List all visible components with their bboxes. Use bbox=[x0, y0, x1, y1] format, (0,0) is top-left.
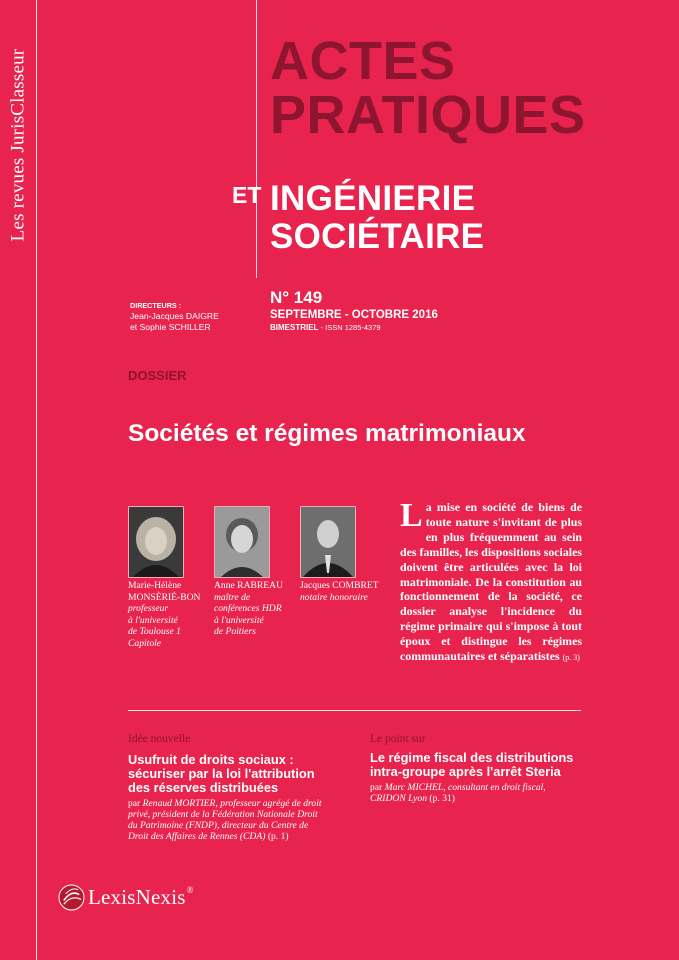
author-photo-1 bbox=[128, 506, 184, 578]
author-2-role-4: de Poitiers bbox=[214, 626, 256, 638]
article-2-author-prefix: par bbox=[370, 782, 383, 793]
author-1-role-1: professeur bbox=[128, 603, 169, 615]
directors-block bbox=[130, 300, 219, 333]
article-1-author-line4 bbox=[128, 831, 289, 842]
portrait-icon bbox=[301, 507, 355, 577]
author-2-role-3: à l'université bbox=[214, 614, 264, 626]
article-2-author-line1 bbox=[370, 782, 546, 793]
author-1-role-4: Capitole bbox=[128, 637, 162, 649]
masthead-line3: INGÉNIERIE bbox=[270, 179, 476, 218]
publisher-name bbox=[88, 885, 194, 910]
article-1-page-ref: (p. 1) bbox=[267, 831, 289, 842]
author-2-role-1: maître de bbox=[214, 591, 251, 603]
article-1-author-line3: du Patrimoine (FNDP), directeur du Centre de bbox=[128, 820, 309, 831]
article-1-author-line1 bbox=[128, 798, 322, 809]
intro-page-ref: (p. 3) bbox=[562, 653, 580, 663]
article-2-label: Le point sur bbox=[370, 733, 426, 745]
issue-date: SEPTEMBRE - OCTOBRE 2016 bbox=[270, 309, 438, 321]
author-3-role-1: notaire honoraire bbox=[300, 591, 368, 603]
author-1-caption bbox=[128, 580, 201, 650]
article-2-author-text1: Marc MICHEL, consultant en droit fiscal, bbox=[384, 782, 546, 793]
masthead-line2: PRATIQUES bbox=[270, 85, 586, 145]
author-2-name: Anne RABREAU bbox=[214, 580, 284, 591]
article-1-label: Idée nouvelle bbox=[128, 733, 191, 745]
lexisnexis-globe-icon bbox=[58, 884, 85, 911]
issue-frequency bbox=[270, 322, 438, 333]
issue-number: N° 149 bbox=[270, 288, 323, 307]
article-1-author-text4: Droit des Affaires de Rennes (CDA) bbox=[128, 831, 266, 842]
author-3-caption bbox=[300, 580, 379, 603]
author-1-role-2: à l'université bbox=[128, 614, 178, 626]
portrait-icon bbox=[215, 507, 269, 577]
article-1-title-line1: Usufruit de droits sociaux : bbox=[128, 752, 294, 767]
author-1-name-line1: Marie-Hélène bbox=[128, 580, 182, 591]
section-divider bbox=[128, 710, 581, 711]
article-1-author-line2: privé, président de la Fédération Nationale Droit bbox=[128, 809, 318, 820]
intro-text: a mise en société de biens de toute nature s'invitant de plus en plus fréquemment au sein des familles, les dispositions sociales doivent être articulées avec la loi matrimoniale. De la constitution au fonctionnement de la société, ce dossier analyse l'incidence du régime primaire qui s'impose à tout époux et distingue les régimes communautaires et séparatistes bbox=[400, 500, 583, 664]
author-photo-2 bbox=[214, 506, 270, 578]
article-2-page-ref: (p. 31) bbox=[429, 793, 455, 804]
author-1-role-3: de Toulouse 1 bbox=[128, 626, 181, 638]
author-photo-3 bbox=[300, 506, 356, 578]
directors-line2: et Sophie SCHILLER bbox=[130, 322, 211, 332]
directors-label: DIRECTEURS : bbox=[130, 301, 182, 310]
spine-label bbox=[3, 15, 33, 275]
publisher-logo bbox=[58, 884, 194, 911]
article-1-title-line2: sécuriser par la loi l'attribution bbox=[128, 766, 315, 781]
issn-text: - ISSN 1285-4379 bbox=[318, 323, 381, 332]
portrait-icon bbox=[129, 507, 183, 577]
publisher-name-text: LexisNexis bbox=[88, 885, 186, 909]
dossier-title: Sociétés et régimes matrimoniaux bbox=[128, 420, 526, 447]
spine-divider bbox=[36, 0, 37, 960]
article-1-author-text1: Renaud MORTIER, professeur agrégé de droit bbox=[142, 798, 322, 809]
masthead-connector: ET bbox=[232, 182, 262, 208]
article-1-author-prefix: par bbox=[128, 798, 141, 809]
intro-drop-cap: L bbox=[400, 497, 423, 534]
frequency-label: BIMESTRIEL bbox=[270, 323, 319, 332]
article-1-title-line3: des réserves distribuées bbox=[128, 780, 279, 795]
author-1-name-line2: MONSÈRIÉ-BON bbox=[128, 591, 201, 603]
dossier-label: DOSSIER bbox=[128, 368, 187, 383]
spine-text: Les revues JurisClasseur bbox=[7, 48, 28, 242]
article-2-author-text2: CRIDON Lyon bbox=[370, 793, 428, 804]
author-2-caption bbox=[214, 580, 283, 638]
issue-info bbox=[270, 288, 438, 333]
masthead-line4: SOCIÉTAIRE bbox=[270, 217, 485, 256]
author-2-role-2: conférences HDR bbox=[214, 603, 282, 615]
registered-mark: ® bbox=[186, 885, 194, 895]
masthead-divider bbox=[256, 0, 257, 278]
article-2-author-line2 bbox=[370, 793, 455, 804]
article-2-title-line1: Le régime fiscal des distributions bbox=[370, 750, 574, 765]
directors-line1: Jean-Jacques DAIGRE bbox=[130, 311, 219, 321]
dossier-intro bbox=[400, 497, 583, 666]
author-3-name: Jacques COMBRET bbox=[300, 580, 379, 591]
article-2-title-line2: intra-groupe après l'arrêt Steria bbox=[370, 764, 561, 779]
masthead-line1: ACTES bbox=[270, 31, 456, 91]
